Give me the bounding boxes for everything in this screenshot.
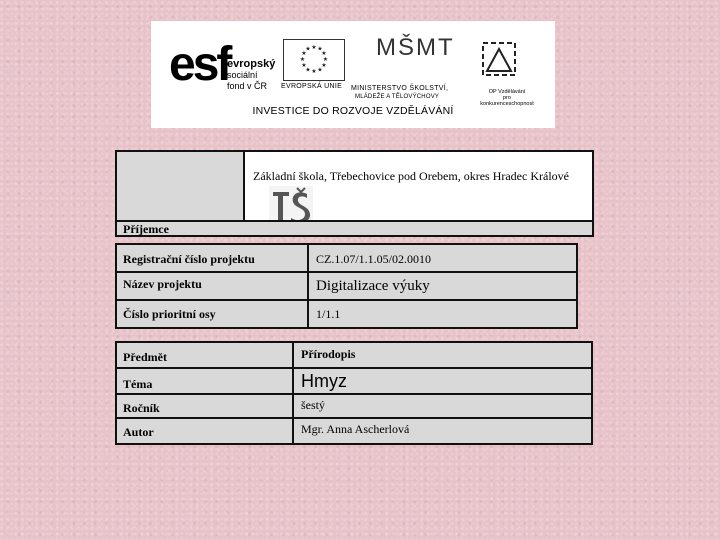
svg-text:★: ★ [317, 66, 323, 74]
opvk-line1: OP Vzdělávání [488, 89, 526, 95]
registration-label: Registrační číslo projektu [123, 252, 255, 266]
opvk-mark-icon [479, 39, 519, 79]
svg-text:★: ★ [301, 62, 307, 69]
subject-label: Předmět [123, 350, 167, 364]
esf-line1: evropský [227, 58, 276, 70]
grade-label: Ročník [123, 401, 160, 415]
subject-value: Přírodopis [301, 347, 356, 361]
svg-text:★: ★ [317, 45, 323, 53]
opvk-logo [467, 37, 547, 107]
table-row [117, 273, 576, 301]
table-row [117, 245, 576, 273]
svg-text:★: ★ [311, 44, 317, 51]
msmt-line2: MLÁDEŽE A TĚLOVÝCHOVY [355, 94, 440, 100]
svg-text:★: ★ [311, 68, 317, 75]
svg-text:★: ★ [299, 56, 306, 63]
eu-label: EVROPSKÁ UNIE [281, 83, 343, 90]
svg-text:★: ★ [301, 50, 307, 57]
registration-value: CZ.1.07/1.1.05/02.0010 [316, 252, 432, 266]
author-value: Mgr. Anna Ascherlová [301, 422, 410, 436]
table-row [117, 343, 591, 369]
eu-logo [281, 39, 347, 99]
eu-flag-icon [283, 39, 345, 81]
esf-mark: esf [169, 38, 230, 91]
esf-line2: sociální [227, 70, 258, 80]
msmt-mark: MŠMT [376, 34, 455, 61]
msmt-line1: MINISTERSTVO ŠKOLSTVÍ, [351, 85, 449, 92]
table-row [117, 301, 576, 327]
topic-value: Hmyz [301, 371, 347, 391]
project-table [115, 243, 578, 329]
author-label: Autor [123, 425, 154, 439]
recipient-panel [115, 150, 594, 237]
opvk-line2: pro konkurenceschopnost [480, 95, 534, 107]
lesson-table [115, 341, 593, 445]
svg-text:★: ★ [321, 62, 327, 69]
school-name: Základní škola, Třebechovice pod Orebem, okres Hradec Králové [253, 169, 569, 183]
svg-text:★: ★ [305, 45, 311, 53]
priority-axis-value: 1/1.1 [316, 307, 341, 321]
grade-value: šestý [301, 398, 325, 412]
esf-logo [169, 37, 279, 97]
topic-label: Téma [123, 377, 153, 391]
table-row [117, 419, 591, 443]
msmt-logo [351, 34, 461, 101]
svg-text:★: ★ [321, 50, 327, 57]
logo-banner [151, 21, 555, 128]
recipient-label: Příjemce [117, 220, 592, 235]
table-row [117, 395, 591, 419]
svg-text:★: ★ [322, 56, 329, 63]
table-row [117, 369, 591, 395]
priority-axis-label: Číslo prioritní osy [123, 307, 216, 321]
esf-line3: fond v ČR [227, 81, 268, 91]
project-name-label: Název projektu [123, 277, 202, 291]
svg-text:★: ★ [305, 66, 311, 74]
project-name-value: Digitalizace výuky [316, 278, 430, 294]
tagline: INVESTICE DO ROZVOJE VZDĚLÁVÁNÍ [252, 105, 454, 117]
